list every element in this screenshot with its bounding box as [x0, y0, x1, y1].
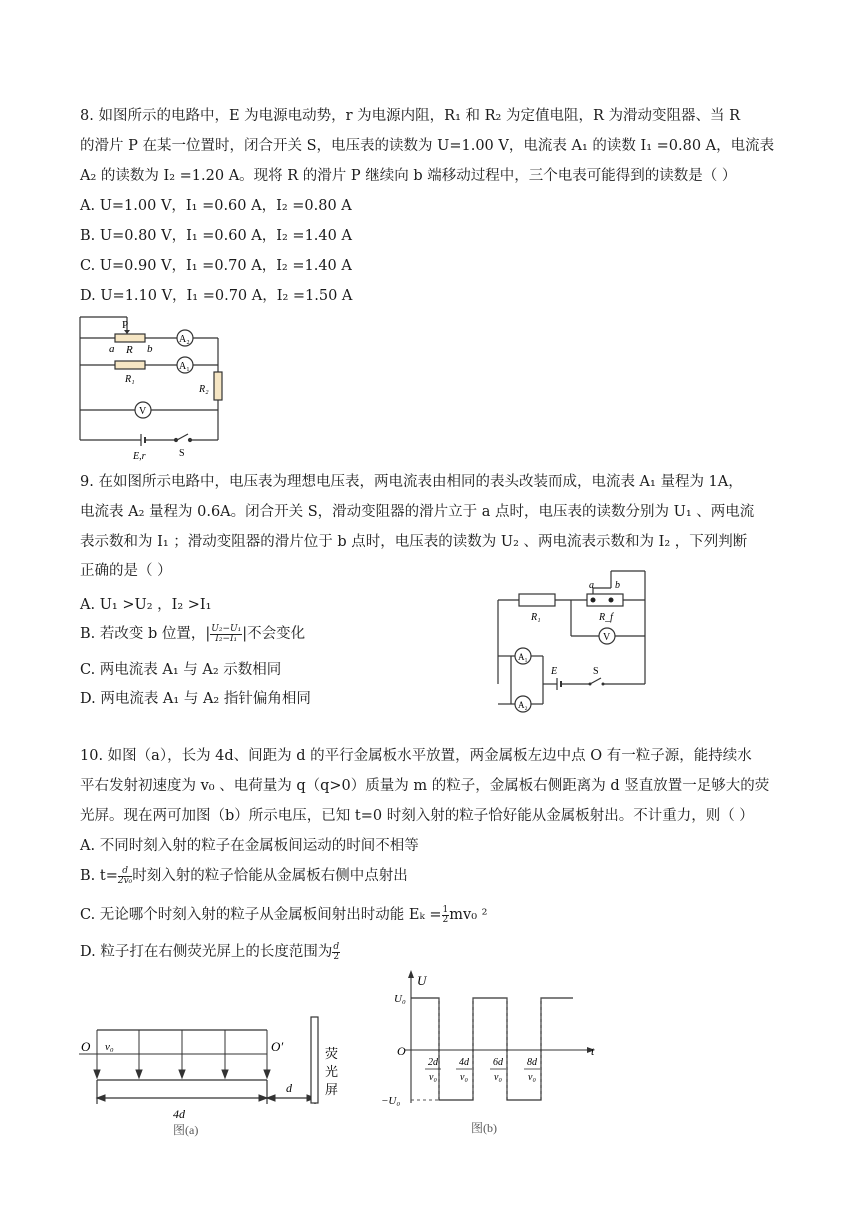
q8-label-r: R	[126, 344, 133, 356]
q10a-caption: 图(a)	[173, 1123, 199, 1137]
q10b-label-neg-u0: −U₀	[381, 1095, 401, 1107]
q9-label-s: S	[593, 666, 599, 677]
q8-stem-line-1: 8. 如图所示的电路中，E 为电源电动势，r 为电源内阻，R₁ 和 R₂ 为定值电阻，R 为滑动变阻器、当 R	[80, 108, 741, 124]
q10a-label-o: O	[81, 1039, 91, 1054]
q9-ammeter-a1: A₁	[518, 652, 528, 662]
q10-option-a: A. 不同时刻入射的粒子在金属板间运动的时间不相等	[80, 838, 419, 854]
q8-label-s: S	[179, 448, 185, 459]
q10-figure-a	[75, 1012, 355, 1142]
q10b-tick-4d-num: 4d	[459, 1057, 469, 1068]
q9-option-b-fraction: $\frac{\text{U₂−U₁}}{\text{I₂−I₁}}$	[211, 623, 242, 644]
q10b-axis-u: U	[417, 973, 427, 988]
q8-stem-line-3: A₂ 的读数为 I₂ =1.20 A。现将 R 的滑片 P 继续向 b 端移动过程中，三个电表可能得到的读数是（ ）	[80, 168, 737, 184]
q10b-tick-8d-num: 8d	[527, 1057, 537, 1068]
q8-ammeter-a2: A₂	[179, 334, 190, 345]
q9-stem-line-2: 电流表 A₂ 量程为 0.6A。闭合开关 S，滑动变阻器的滑片立于 a 点时，电压表的读数分别为 U₁ 、两电流	[80, 504, 755, 520]
q8-option-a: A. U=1.00 V，I₁ =0.60 A，I₂ =0.80 A	[80, 198, 352, 214]
q10b-origin-o: O	[397, 1044, 406, 1058]
q9-stem-line-3: 表示数和为 I₁ ；滑动变阻器的滑片位于 b 点时，电压表的读数为 U₂ 、两电流表示数和为 I₂ ，下列判断	[80, 534, 748, 550]
q10-option-b-fraction: $\frac{d}{\text{2v₀}}$	[117, 865, 133, 886]
q8-label-b: b	[147, 343, 153, 355]
q9-label-e: E	[551, 666, 558, 677]
q10a-label-d: d	[286, 1081, 292, 1095]
q10a-label-o-prime: O′	[271, 1039, 284, 1054]
q10b-label-u0: U₀	[394, 993, 406, 1005]
q10b-tick-8d-den: v₀	[528, 1072, 536, 1083]
q10-option-c-fraction: $\frac{1}{2}$	[442, 904, 449, 925]
q8-label-r2: R₂	[199, 384, 209, 395]
q8-label-a: a	[109, 343, 115, 355]
q10a-screen-char-2: 光	[325, 1064, 339, 1079]
q9-stem-line-1: 9. 在如图所示电路中，电压表为理想电压表，两电流表由相同的表头改装而成，电流表 A₁ 量程为 1A，	[80, 474, 743, 490]
q10b-tick-4d-den: v₀	[460, 1072, 468, 1083]
q9-ammeter-a2: A₂	[518, 700, 528, 710]
q9-label-b: b	[615, 580, 620, 591]
q10b-tick-2d-num: 2d	[428, 1057, 438, 1068]
q8-ammeter-a1: A₁	[179, 361, 190, 372]
q8-label-er: E,r	[133, 451, 146, 462]
q9-stem-line-4: 正确的是（ ）	[80, 563, 172, 579]
q10-stem-line-1: 10. 如图（a），长为 4d、间距为 d 的平行金属板水平放置，两金属板左边中点 O 有一粒子源，能持续水	[80, 748, 752, 764]
q10-figure-b	[375, 968, 605, 1138]
q9-circuit-diagram	[495, 566, 655, 716]
q10-stem-line-2: 平右发射初速度为 v₀ 、电荷量为 q（q>0）质量为 m 的粒子，金属板右侧距离为 d 竖直放置一足够大的荧	[80, 778, 770, 794]
q8-circuit-diagram	[75, 312, 235, 462]
q9-label-r1: R₁	[531, 612, 541, 623]
q10b-axis-t: t	[591, 1044, 595, 1058]
q9-option-d: D. 两电流表 A₁ 与 A₂ 指针偏角相同	[80, 691, 311, 707]
q9-option-b: B. 若改变 b 位置，| $\frac{\text{U₂−U₁}}{\text{I₂−I₁}}$ |不会变化	[80, 623, 306, 644]
q10a-screen-char-1: 荧	[325, 1046, 339, 1061]
q10a-screen-char-3: 屏	[325, 1082, 339, 1097]
q9-option-a: A. U₁ >U₂ ，I₂ >I₁	[80, 597, 212, 613]
q10b-tick-2d-den: v₀	[429, 1072, 437, 1083]
q8-label-r1: R₁	[125, 374, 135, 385]
q9-label-rf: R_f	[599, 612, 613, 623]
q10-option-c: C. 无论哪个时刻入射的粒子从金属板间射出时动能 Eₖ = $\frac{1}{2}$ mv₀ ²	[80, 904, 488, 925]
q9-voltmeter-v: V	[603, 632, 611, 643]
q8-option-d: D. U=1.10 V，I₁ =0.70 A，I₂ =1.50 A	[80, 288, 353, 304]
q10-option-d: D. 粒子打在右侧荧光屏上的长度范围为 $\frac{d}{2}$	[80, 941, 340, 962]
q9-label-a: a	[589, 580, 594, 591]
q9-option-c: C. 两电流表 A₁ 与 A₂ 示数相同	[80, 662, 282, 678]
q10b-caption: 图(b)	[471, 1121, 497, 1135]
q10a-label-v0: v₀	[105, 1041, 114, 1053]
q8-label-p: P	[122, 319, 129, 331]
q8-voltmeter-v: V	[139, 406, 147, 417]
q8-option-c: C. U=0.90 V，I₁ =0.70 A，I₂ =1.40 A	[80, 258, 352, 274]
q10b-tick-6d-den: v₀	[494, 1072, 502, 1083]
q10-option-b: B. t= $\frac{d}{\text{2v₀}}$ 时刻入射的粒子恰能从金属板右侧中点射出	[80, 865, 408, 886]
q10-option-d-fraction: $\frac{d}{2}$	[333, 941, 340, 962]
q8-stem-line-2: 的滑片 P 在某一位置时，闭合开关 S，电压表的读数为 U=1.00 V，电流表 A₁ 的读数 I₁ =0.80 A，电流表	[80, 138, 775, 154]
q10-stem-line-3: 光屏。现在两可加图（b）所示电压，已知 t=0 时刻入射的粒子恰好能从金属板射出。不计重力，则（ ）	[80, 808, 754, 824]
q8-option-b: B. U=0.80 V，I₁ =0.60 A，I₂ =1.40 A	[80, 228, 352, 244]
q10b-tick-6d-num: 6d	[493, 1057, 503, 1068]
q10a-label-4d: 4d	[173, 1107, 185, 1121]
